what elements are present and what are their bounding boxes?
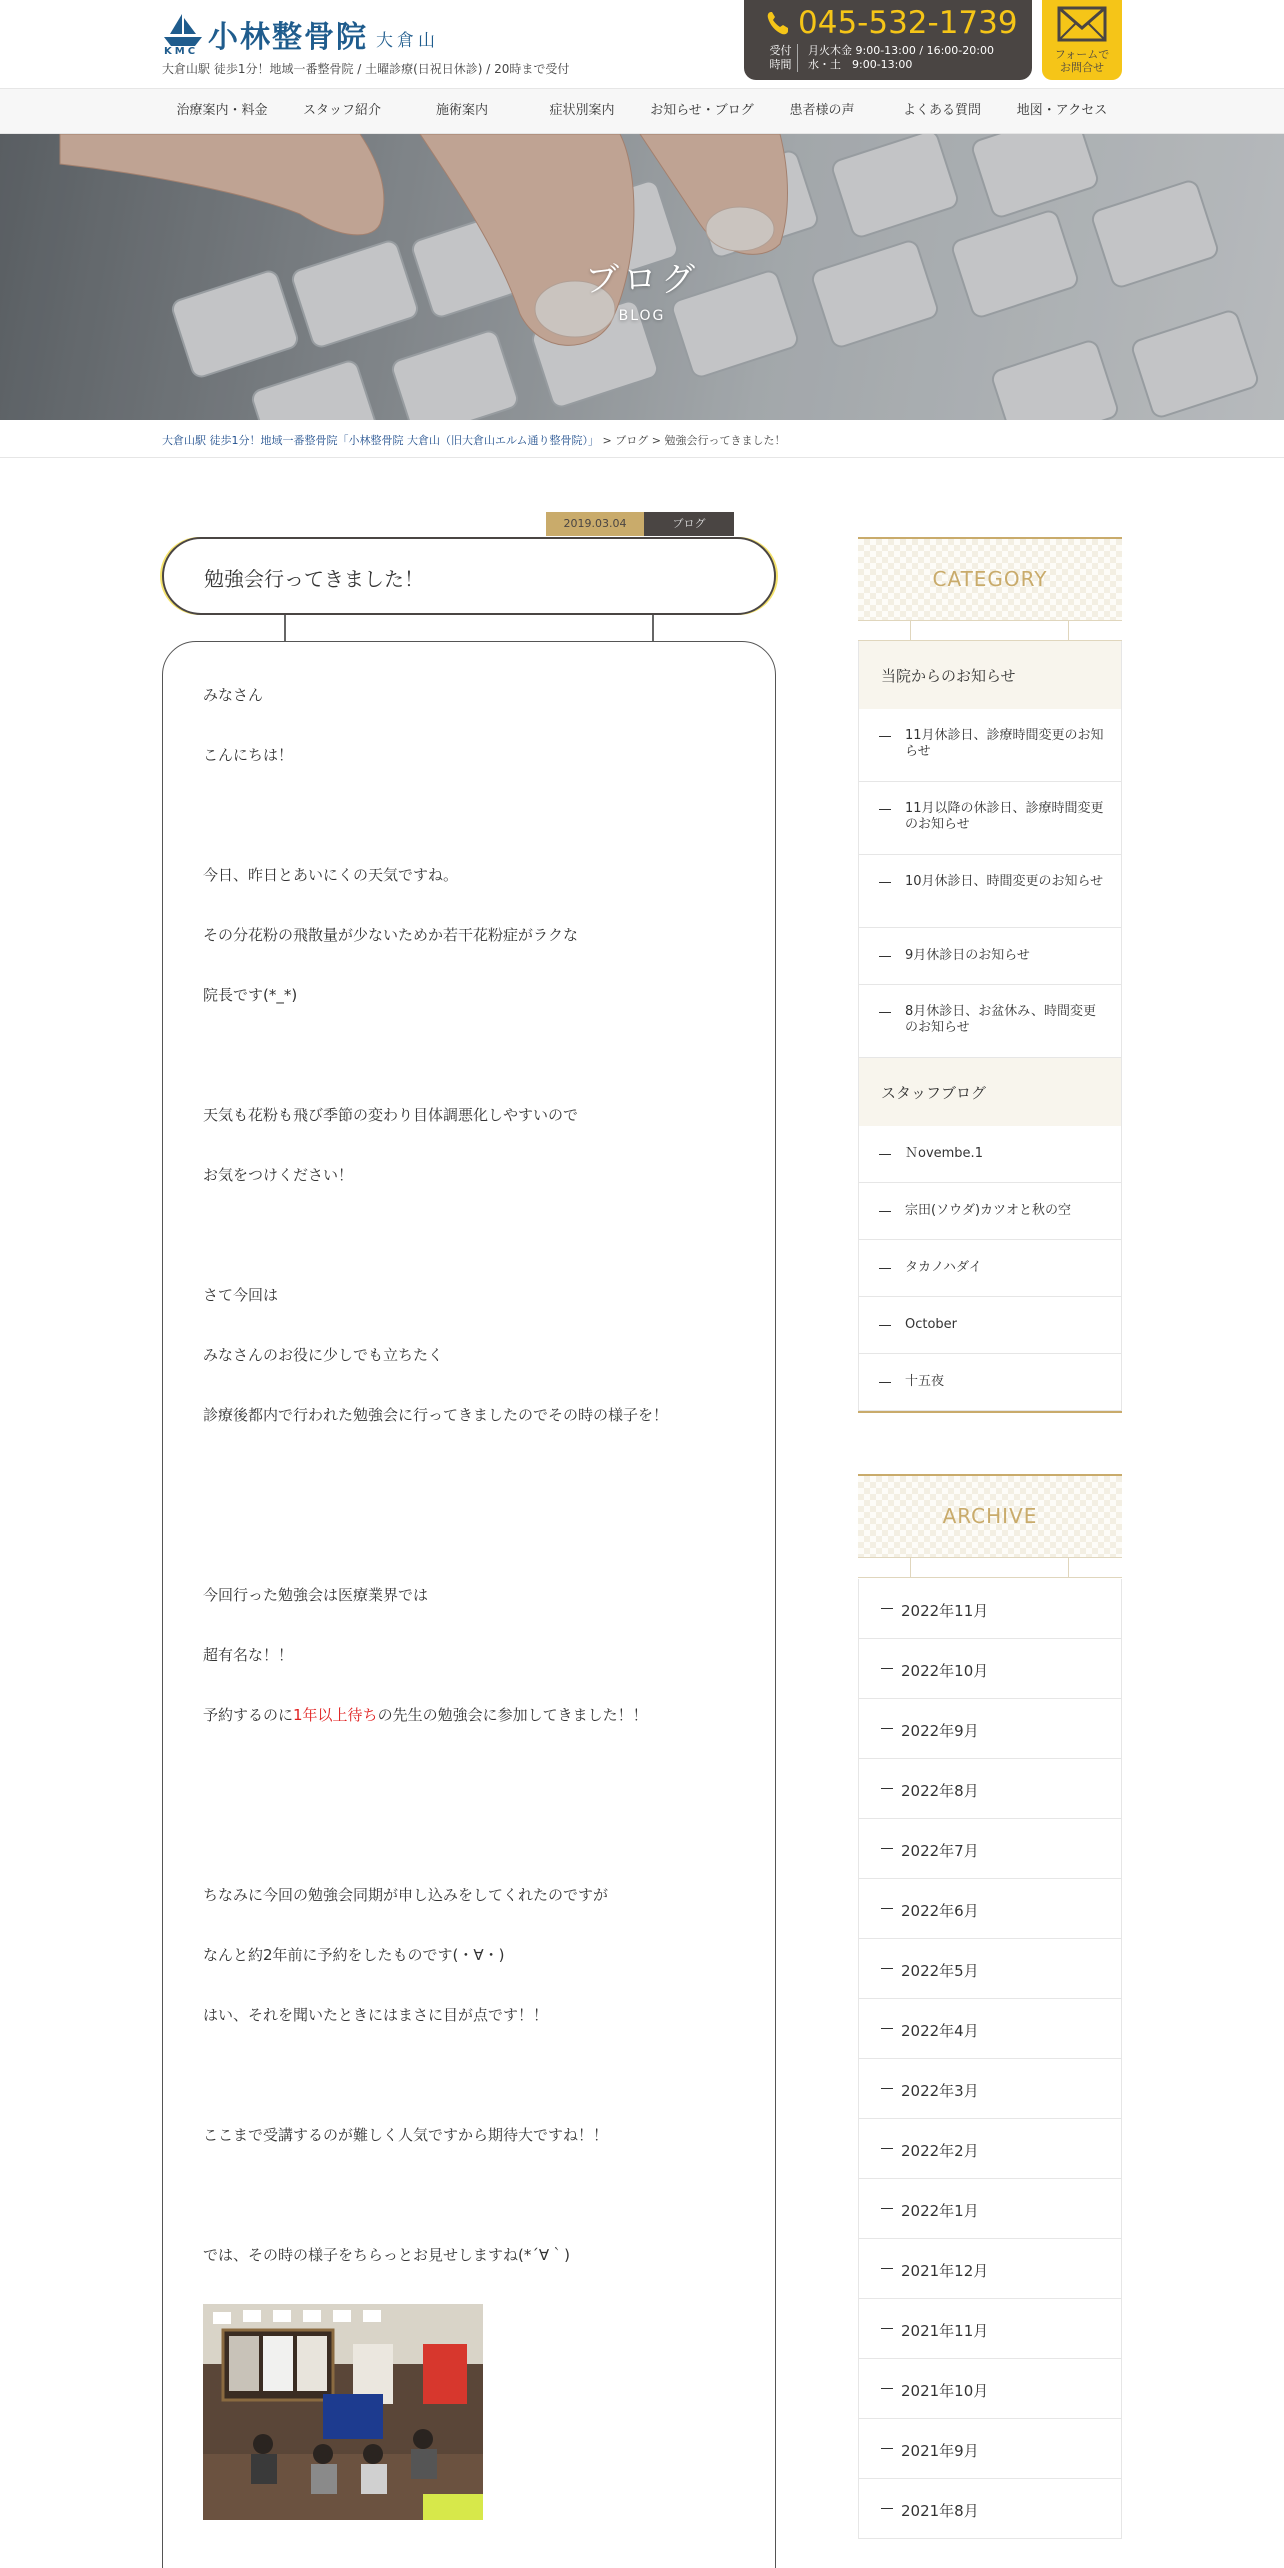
site-logo[interactable] — [162, 10, 439, 58]
category-link-label: Ｎovembe.1 — [905, 1146, 983, 1161]
dash-icon — [881, 2508, 893, 2509]
nav-item[interactable]: 症状別案内 — [549, 103, 615, 118]
dash-icon — [879, 1211, 891, 1212]
breadcrumb-separator: > — [648, 434, 665, 447]
breadcrumb-inner — [162, 432, 786, 448]
archive-link[interactable] — [858, 2299, 1122, 2359]
post-paragraph — [203, 1704, 648, 1725]
post-paragraph: お気をつけください！ — [203, 1166, 354, 1184]
category-link[interactable] — [858, 1297, 1122, 1354]
dash-icon — [879, 736, 891, 737]
post-paragraph: ここまで受講するのが難しく人気ですから期待大ですね！！ — [203, 2126, 609, 2144]
archive-link[interactable] — [858, 2239, 1122, 2299]
hero-banner — [0, 134, 1284, 420]
archive-link[interactable] — [858, 2119, 1122, 2179]
category-link[interactable] — [858, 855, 1122, 928]
post-paragraph: みなさんのお役に少しでも立ちたく — [203, 1346, 444, 1364]
category-group-label: 当院からのお知らせ — [881, 667, 1016, 685]
post-paragraph: 超有名な！！ — [203, 1646, 294, 1664]
dash-icon — [879, 882, 891, 883]
archive-link[interactable] — [858, 1699, 1122, 1759]
post-paragraph: こんにちは！ — [203, 746, 294, 764]
archive-link[interactable] — [858, 2479, 1122, 2539]
archive-link-label: 2022年2月 — [901, 2142, 979, 2160]
nav-item[interactable]: 患者様の声 — [789, 103, 855, 118]
archive-link-label: 2022年6月 — [901, 1902, 979, 1920]
phone-number[interactable]: 045-532-1739 — [798, 5, 1018, 41]
archive-link[interactable] — [858, 1759, 1122, 1819]
category-link-label: 9月休診日のお知らせ — [905, 948, 1030, 963]
envelope-icon — [1056, 4, 1108, 44]
seminar-photo-image — [203, 2304, 483, 2520]
hours-label-2: 時間 — [769, 58, 792, 71]
dash-icon — [881, 2328, 893, 2329]
category-link-label: 十五夜 — [905, 1374, 945, 1389]
dash-icon — [881, 1668, 893, 1669]
category-link[interactable] — [858, 1126, 1122, 1183]
dash-icon — [881, 1728, 893, 1729]
category-group-header[interactable] — [858, 641, 1122, 709]
category-link-label: 11月以降の休診日、診療時間変更のお知らせ — [905, 801, 1104, 832]
phone-box[interactable] — [744, 0, 1032, 80]
seminar-photo[interactable] — [203, 2304, 483, 2520]
category-link-label: 10月休診日、時間変更のお知らせ — [905, 874, 1104, 889]
post-text: の先生の勉強会に参加してきました！！ — [377, 1706, 648, 1724]
separator-tick — [1068, 621, 1069, 641]
header-tagline: 大倉山駅 徒歩1分！地域一番整骨院 / 土曜診療(日祝日休診) / 20時まで受付 — [162, 62, 570, 76]
post-category-tag[interactable]: ブログ — [644, 512, 734, 536]
archive-link-label: 2022年11月 — [901, 1602, 989, 1620]
archive-heading — [858, 1474, 1122, 1558]
category-link[interactable] — [858, 928, 1122, 985]
category-link-label: 8月休診日、お盆休み、時間変更のお知らせ — [905, 1004, 1097, 1035]
category-link-label: 11月休診日、診療時間変更のお知らせ — [905, 728, 1104, 759]
archive-link[interactable] — [858, 1579, 1122, 1639]
archive-link-label: 2022年5月 — [901, 1962, 979, 1980]
breadcrumb — [0, 420, 1284, 458]
post-paragraph: 天気も花粉も飛び季節の変わり目体調悪化しやすいので — [203, 1106, 579, 1124]
archive-link[interactable] — [858, 2059, 1122, 2119]
dash-icon — [881, 1788, 893, 1789]
post-title-box — [162, 537, 776, 615]
post-paragraph: 今回行った勉強会は医療業界では — [203, 1586, 429, 1604]
archive-link[interactable] — [858, 2179, 1122, 2239]
post-paragraph: ちなみに今回の勉強会同期が申し込みをしてくれたのですが — [203, 1886, 609, 1904]
category-link-label: タカノハダイ — [905, 1260, 982, 1275]
dash-icon — [881, 2388, 893, 2389]
post-paragraph: 診療後都内で行われた勉強会に行ってきましたのでその時の様子を！ — [203, 1406, 669, 1424]
category-group-label: スタッフブログ — [881, 1084, 987, 1102]
nav-item[interactable]: 治療案内・料金 — [176, 103, 268, 118]
contact-label-1: フォームで — [1054, 48, 1110, 61]
dash-icon — [881, 2208, 893, 2209]
dash-icon — [881, 1908, 893, 1909]
archive-link[interactable] — [858, 2419, 1122, 2479]
category-separator — [858, 621, 1122, 641]
nav-item[interactable]: お知らせ・ブログ — [650, 103, 754, 118]
dash-icon — [879, 809, 891, 810]
logo-name: 小林整骨院 — [208, 20, 368, 55]
contact-label-2: お問合せ — [1060, 61, 1104, 74]
post-paragraph: さて今回は — [203, 1286, 279, 1304]
dash-icon — [881, 2028, 893, 2029]
archive-link[interactable] — [858, 1819, 1122, 1879]
hero-title: ブログ — [585, 260, 699, 300]
logo-mark-text: KMC — [164, 46, 199, 57]
category-group-header[interactable] — [858, 1058, 1122, 1126]
dash-icon — [881, 2148, 893, 2149]
post-body — [162, 641, 776, 2568]
category-link[interactable] — [858, 1354, 1122, 1411]
separator-tick — [910, 1558, 911, 1578]
hours-line-2: 水・土 9:00-13:00 — [808, 58, 913, 71]
category-link[interactable] — [858, 782, 1122, 855]
dash-icon — [881, 1968, 893, 1969]
hours-line-1: 月火木金 9:00-13:00 / 16:00-20:00 — [808, 44, 994, 57]
dash-icon — [881, 1608, 893, 1609]
category-heading — [858, 537, 1122, 621]
hours-label-1: 受付 — [769, 44, 792, 57]
separator-tick — [1068, 1558, 1069, 1578]
archive-link-label: 2021年10月 — [901, 2382, 989, 2400]
category-link[interactable] — [858, 1240, 1122, 1297]
category-bottom-rule — [858, 1411, 1122, 1413]
breadcrumb-current: 勉強会行ってきました！ — [664, 434, 786, 447]
breadcrumb-blog-link[interactable]: ブログ — [615, 434, 649, 447]
nav-list — [162, 89, 1122, 133]
category-title: CATEGORY — [932, 567, 1048, 591]
post-text: 予約するのに — [203, 1706, 294, 1724]
contact-form-button[interactable] — [1042, 0, 1122, 80]
category-link-label: 宗田(ソウダ)カツオと秋の空 — [905, 1203, 1072, 1218]
breadcrumb-separator: > — [599, 434, 616, 447]
post-paragraph: 院長です(*_*) — [203, 986, 298, 1004]
archive-separator — [858, 1558, 1122, 1578]
dash-icon — [881, 1848, 893, 1849]
ship-logo-icon — [162, 12, 204, 58]
archive-link-label: 2022年9月 — [901, 1722, 979, 1740]
archive-link-label: 2021年9月 — [901, 2442, 979, 2460]
hero-subtitle: BLOG — [618, 308, 666, 324]
dash-icon — [879, 1154, 891, 1155]
post-highlight-text: 1年以上待ち — [293, 1706, 378, 1724]
archive-link-label: 2022年3月 — [901, 2082, 979, 2100]
archive-link-label: 2021年8月 — [901, 2502, 979, 2520]
post-paragraph: みなさん — [203, 686, 264, 704]
archive-link[interactable] — [858, 1639, 1122, 1699]
nav-item[interactable]: スタッフ紹介 — [302, 103, 381, 118]
hours-label — [768, 44, 798, 72]
dash-icon — [881, 2268, 893, 2269]
phone-icon — [766, 10, 790, 36]
post-paragraph: 今日、昨日とあいにくの天気ですね。 — [203, 866, 459, 884]
global-nav — [0, 88, 1284, 134]
archive-link-label: 2022年8月 — [901, 1782, 979, 1800]
post-paragraph: その分花粉の飛散量が少ないためか若干花粉症がラクな — [203, 926, 579, 944]
dash-icon — [879, 1012, 891, 1013]
archive-link-label: 2021年12月 — [901, 2262, 989, 2280]
post-paragraph: なんと約2年前に予約をしたものです(・∀・) — [203, 1946, 505, 1964]
post-title: 勉強会行ってきました！ — [204, 567, 424, 591]
hours-lines — [808, 44, 994, 72]
nav-item[interactable]: 地図・アクセス — [1016, 103, 1108, 118]
dash-icon — [881, 2088, 893, 2089]
dash-icon — [879, 956, 891, 957]
separator-tick — [910, 621, 911, 641]
archive-link-label: 2022年4月 — [901, 2022, 979, 2040]
post-date: 2019.03.04 — [546, 512, 644, 536]
phone-number-link[interactable] — [766, 4, 1018, 42]
dash-icon — [881, 2448, 893, 2449]
logo-sub: 大倉山 — [376, 31, 439, 51]
dash-icon — [879, 1382, 891, 1383]
category-link[interactable] — [858, 709, 1122, 782]
site-header — [0, 0, 1284, 88]
archive-link-label: 2021年11月 — [901, 2322, 989, 2340]
archive-title: ARCHIVE — [942, 1504, 1038, 1528]
archive-link[interactable] — [858, 2359, 1122, 2419]
title-connector-left — [284, 615, 286, 642]
archive-link[interactable] — [858, 1939, 1122, 1999]
post-paragraph: では、その時の様子をちらっとお見せしますね(*´∀｀) — [203, 2246, 570, 2264]
archive-link-label: 2022年1月 — [901, 2202, 979, 2220]
title-connector-right — [652, 615, 654, 642]
dash-icon — [879, 1325, 891, 1326]
archive-link-label: 2022年7月 — [901, 1842, 979, 1860]
category-link-label: October — [905, 1317, 958, 1332]
breadcrumb-home-link[interactable]: 大倉山駅 徒歩1分！地域一番整骨院「小林整骨院 大倉山（旧大倉山エルム通り整骨院）」 — [162, 434, 600, 447]
category-link[interactable] — [858, 1183, 1122, 1240]
archive-link-label: 2022年10月 — [901, 1662, 989, 1680]
nav-item[interactable]: よくある質問 — [902, 103, 981, 118]
category-link[interactable] — [858, 985, 1122, 1058]
dash-icon — [879, 1268, 891, 1269]
nav-item[interactable]: 施術案内 — [435, 103, 488, 118]
post-paragraph: はい、それを聞いたときにはまさに目が点です！！ — [203, 2006, 549, 2024]
post-meta — [546, 512, 734, 536]
archive-link[interactable] — [858, 1999, 1122, 2059]
archive-link[interactable] — [858, 1879, 1122, 1939]
